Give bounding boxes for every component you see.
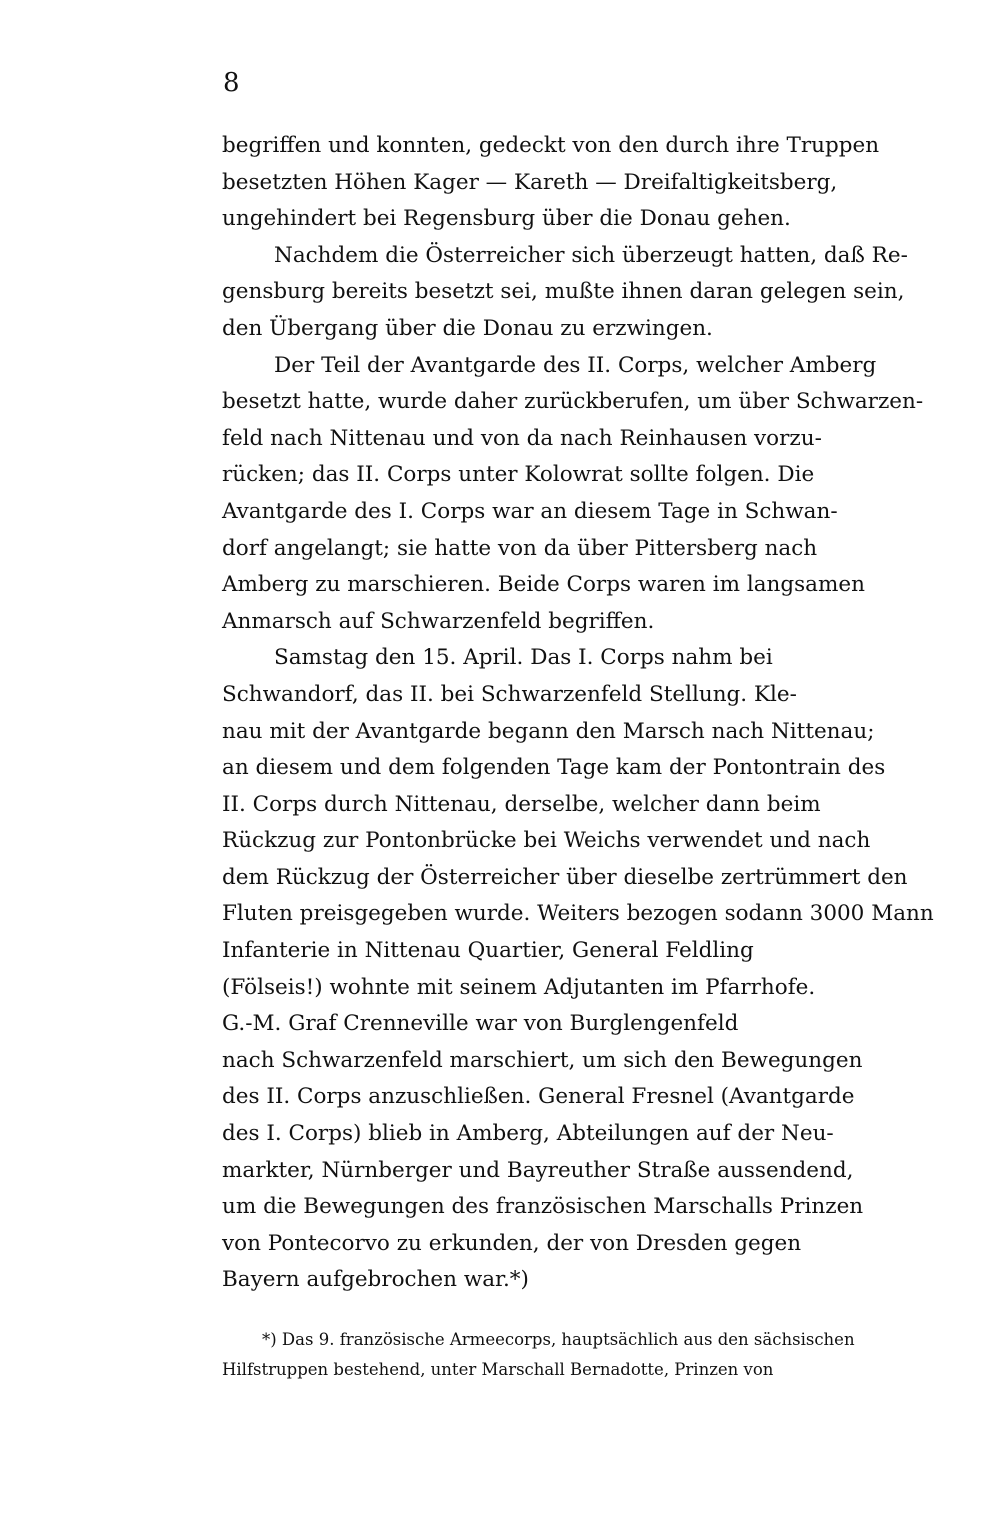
text-line: um die Bewegungen des französischen Marschalls Prinzen [222,1194,864,1220]
text-line: (Fölseis!) wohnte mit seinem Adjutanten im Pfarrhofe. [222,974,816,1000]
text-line: G.-M. Graf Crenneville war von Burglengenfeld [222,1011,739,1037]
text-line: an diesem und dem folgenden Tage kam der Pontontrain des [222,755,886,781]
text-line: Nachdem die Österreicher sich überzeugt hatten, daß Re- [274,242,908,268]
text-line: Der Teil der Avantgarde des II. Corps, welcher Amberg [274,352,877,378]
page-number: 8 [223,68,240,98]
text-line: von Pontecorvo zu erkunden, der von Dresden gegen [222,1230,802,1256]
text-line: nau mit der Avantgarde begann den Marsch nach Nittenau; [222,718,875,744]
footnote-line: *) Das 9. französische Armeecorps, hauptsächlich aus den sächsischen [262,1330,855,1349]
text-line: gensburg bereits besetzt sei, mußte ihnen daran gelegen sein, [222,279,905,305]
text-line: besetzt hatte, wurde daher zurückberufen, um über Schwarzen- [222,389,924,415]
text-line: dorf angelangt; sie hatte von da über Pittersberg nach [222,535,818,561]
footnote [222,1325,898,1385]
text-line: Bayern aufgebrochen war.*) [222,1267,529,1293]
text-line: dem Rückzug der Österreicher über dieselbe zertrümmert den [222,864,908,890]
text-line: Rückzug zur Pontonbrücke bei Weichs verwendet und nach [222,828,871,854]
text-line: feld nach Nittenau und von da nach Reinhausen vorzu- [222,425,822,451]
text-line: II. Corps durch Nittenau, derselbe, welcher dann beim [222,791,821,817]
text-line: ungehindert bei Regensburg über die Donau gehen. [222,206,791,232]
text-line: besetzten Höhen Kager — Kareth — Dreifaltigkeitsberg, [222,169,838,195]
text-line: Samstag den 15. April. Das I. Corps nahm bei [274,645,773,671]
text-line: den Übergang über die Donau zu erzwingen. [222,315,713,341]
text-line: markter, Nürnberger und Bayreuther Straße aussendend, [222,1157,854,1183]
footnote-line: Hilfstruppen bestehend, unter Marschall Bernadotte, Prinzen von [222,1360,774,1379]
text-line: des I. Corps) blieb in Amberg, Abteilungen auf der Neu- [222,1121,834,1147]
text-line: des II. Corps anzuschließen. General Fresnel (Avantgarde [222,1084,855,1110]
text-line: begriffen und konnten, gedeckt von den durch ihre Truppen [222,133,880,158]
main-text [222,128,934,1299]
text-line: Anmarsch auf Schwarzenfeld begriffen. [222,608,655,634]
text-line: Schwandorf, das II. bei Schwarzenfeld Stellung. Kle- [222,681,797,707]
text-line: rücken; das II. Corps unter Kolowrat sollte folgen. Die [222,462,815,488]
text-line: Avantgarde des I. Corps war an diesem Tage in Schwan- [222,498,838,524]
text-line: Amberg zu marschieren. Beide Corps waren im langsamen [222,572,865,598]
text-line: nach Schwarzenfeld marschiert, um sich den Bewegungen [222,1047,863,1073]
text-line: Fluten preisgegeben wurde. Weiters bezogen sodann 3000 Mann [222,901,934,927]
text-line: Infanterie in Nittenau Quartier, General Feldling [222,938,754,964]
